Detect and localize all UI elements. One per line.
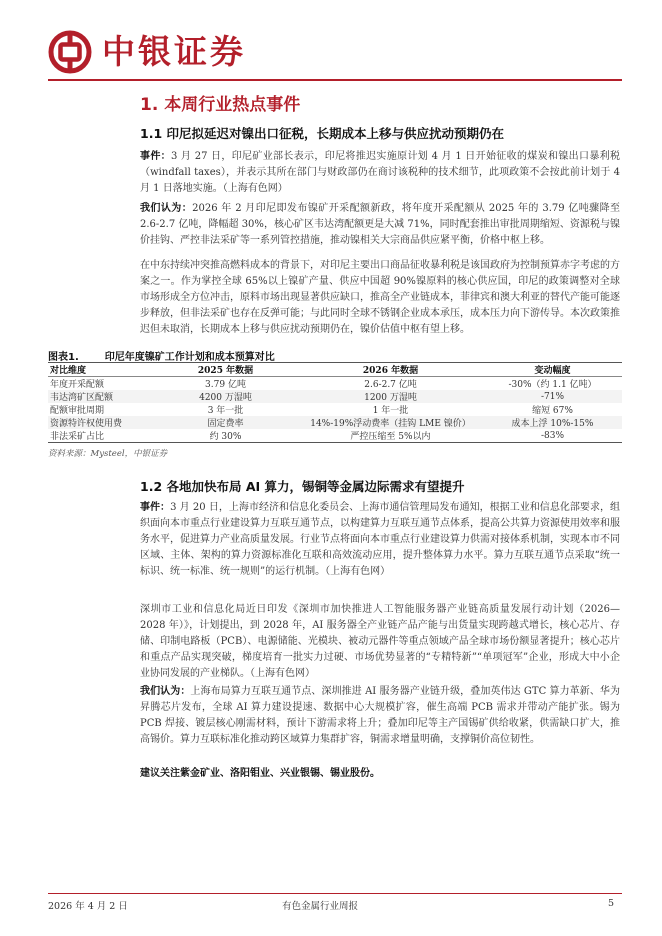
opinion-text: 2026 年 2 月印尼即发布镍矿开采配额新政，将年度开采配额从 2025 年的 3.79 亿吨骤降至 2.6-2.7 亿吨，降幅超 30%，核心矿区韦达湾配额更是大减 71%，同时配套推出审批周期缩短、资源税与镍价挂钩、严控非法采矿等一系列管控措施，推动镍相关大宗商品供应紧平衡，价格中枢上移。 [140,203,620,246]
topic1-title: 1.1 印尼拟延迟对镍出口征税，长期成本上移与供应扰动预期仍在 [140,126,504,141]
recommendation-text: 建议关注紫金矿业、洛阳钼业、兴业银锡、锡业股份。 [140,768,380,779]
table-cell: -83% [540,430,565,441]
event-text: 3 月 27 日，印尼矿业部长表示，印尼将推迟实施原计划 4 月 1 日开始征收的煤炭和镍出口暴利税（windfall taxes），并表示其所在部门与财政部仍在商讨该税种的技术细节，此项政策不会按此前计划于 4 月 1 日落地实施。（上海有色网） [140,151,621,194]
table-cell: 约 30% [209,432,242,442]
table-row [48,403,622,416]
section-title: 1. 本周行业热点事件 [140,95,301,115]
topic1-opinion-paragraph [140,201,620,249]
bank-of-china-logo-icon [48,30,92,74]
table-header-cell: 2026 年数据 [298,363,483,377]
table-cell: -71% [483,390,622,403]
opinion-label: 我们认为： [140,686,191,697]
table-source-note: 资料来源：Mysteel，中银证券 [48,449,168,459]
table-row [48,377,622,391]
table-cell: 4200 万湿吨 [153,390,298,403]
table-cell: 3 年一批 [207,406,244,416]
event-label: 事件： [140,502,171,513]
table-cell: 缩短 67% [532,406,573,416]
footer-divider [48,893,622,894]
table-row [48,429,622,443]
table-row [48,416,622,429]
table-cell: -30%（约 1.1 亿吨） [508,380,597,390]
table-header-row [48,363,622,377]
topic1-analysis-paragraph: 在中东持续冲突推高燃料成本的背景下，对印尼主要出口商品征收暴利税是该国政府为控制预算赤字考虑的方案之一。作为掌控全球 65%以上镍矿产量、供应中国超 90%镍原料的核心供应国，印尼的政策调整对全球市场形成全方位冲击，原料市场出现显著供应缺口，推高全产业链成本，菲律宾和澳大利亚的替代产能可能逐步释放，但非法采矿也存在反弹可能；与此同时全球不锈钢企业成本承压，成本压力向下游传导。本次政策推迟但未取消，长期成本上移与供应扰动预期仍在，镍价估值中枢有望上移。 [140,260,620,335]
table-header-cell: 2025 年数据 [153,363,298,377]
table-cell: 资源特许权使用费 [48,416,153,429]
table-label: 图表1. [48,352,79,363]
table-cell: 配额审批周期 [50,406,105,416]
table-header-cell: 对比维度 [48,363,153,377]
table-cell: 3.79 亿吨 [205,380,246,390]
table-cell: 1 年一批 [372,406,409,416]
nickel-plan-table [48,362,622,443]
brand-name: 中银证券 [102,32,246,71]
table-cell: 非法采矿占比 [50,432,105,442]
event-text: 3 月 20 日，上海市经济和信息化委员会、上海市通信管理局发布通知，根据工业和信息化部要求，组织面向本市重点行业建设算力互联互通节点，以构建算力互联互通节点体系，提高公共算力资源使用效率和服务水平，促进算力产业高质量发展。行业节点将面向本市重点行业建设算力供需对接体系机制，实现本市不同区域、主体、架构的算力资源标准化互联和高效流动应用，提升整体算力水平。算力互联互通节点采取“统一标识、统一标准、统一规则”的运行机制。（上海有色网） [140,502,621,577]
table-cell: 成本上浮 10%-15% [483,416,622,429]
footer-doc-title: 有色金属行业周报 [282,901,359,912]
table-cell: 严控压缩至 5%以内 [350,432,431,442]
page-number: 5 [608,898,615,909]
table-cell: 固定费率 [153,416,298,429]
table-cell: 年度开采配额 [50,380,105,390]
recommendation [140,766,620,782]
footer-date: 2026 年 4 月 2 日 [48,901,128,912]
table-cell: 2.6-2.7 亿吨 [364,380,417,390]
topic2-event-paragraph [140,500,620,580]
topic2-title: 1.2 各地加快布局 AI 算力，锡铜等金属边际需求有望提升 [140,479,465,494]
topic2-policy-paragraph: 深圳市工业和信息化局近日印发《深圳市加快推进人工智能服务器产业链高质量发展行动计划（2026—2028 年）》，计划提出，到 2028 年，AI 服务器全产业链产品产能与出货量实现跨越式增长，核心芯片、存储、印制电路板（PCB）、电源储能、光模块、被动元器件等重点领域产品全球市场份额显著提升；核心芯片和重点产品实现突破，梯度培育一批实力过硬、市场优势显著的“专精特新”“单项冠军”企业，形成大中小企业协同发展的产业梯队。（上海有色网） [140,604,620,679]
topic2-opinion-paragraph [140,684,620,748]
table-title: 印尼年度镍矿工作计划和成本预算对比 [104,352,275,363]
table-cell: 14%-19%浮动费率（挂钩 LME 镍价） [298,416,483,429]
table-header-cell: 变动幅度 [483,363,622,377]
page-header [48,30,622,80]
table-cell: 韦达湾矿区配额 [48,390,153,403]
table-caption [48,348,275,363]
opinion-label: 我们认为： [140,203,193,214]
table-cell: 1200 万湿吨 [298,390,483,403]
opinion-text: 上海布局算力互联互通节点、深圳推进 AI 服务器产业链升级，叠加英伟达 GTC 算力革新、华为昇腾芯片发布，全球 AI 算力建设提速、数据中心大规模扩容，催生高端 PCB 需求并带动产能扩张。锡为 PCB 焊接、镀层核心刚需材料，预计下游需求将上升；叠加印尼等主产国锡矿供给收紧，供需缺口扩大，推高锡价。算力互联标准化推动跨区域算力集群扩容，铜需求增量明确，支撑铜价高位韧性。 [140,686,621,745]
table-row [48,390,622,403]
event-label: 事件： [140,151,172,162]
header-divider [48,79,622,81]
topic1-event-paragraph [140,149,620,197]
